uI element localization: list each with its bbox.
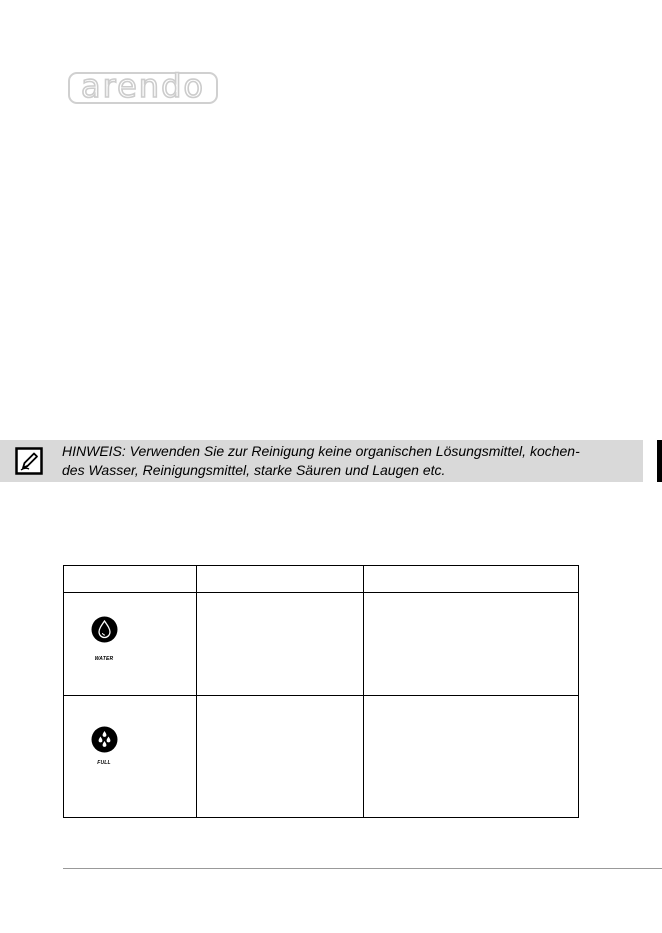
water-drop-icon: [91, 616, 118, 643]
note-text: [62, 442, 637, 480]
table-header-row: [64, 566, 579, 593]
brand-logo: [68, 67, 218, 105]
water-indicator-label: WATER: [94, 656, 114, 662]
description-cell: [197, 593, 364, 696]
full-indicator-label: FULL: [97, 760, 111, 766]
page-edge-tab: [657, 440, 662, 482]
note-text-line-2: des Wasser, Reinigungsmittel, starke Säuren und Laugen etc.: [62, 462, 446, 478]
table-header-cell: [364, 566, 579, 593]
indicator-cell: [64, 593, 197, 696]
water-indicator: [64, 616, 144, 662]
action-cell: [364, 593, 579, 696]
description-cell: [197, 696, 364, 818]
water-tank-full-icon: [91, 726, 118, 753]
table-row: [64, 593, 579, 696]
footer-divider: [63, 868, 662, 869]
table-header-cell: [197, 566, 364, 593]
note-text-line-1: HINWEIS: Verwenden Sie zur Reinigung keine organischen Lösungsmittel, kochen-: [62, 443, 580, 459]
note-pencil-icon: [15, 447, 43, 475]
table-header-cell: [64, 566, 197, 593]
action-cell: [364, 696, 579, 818]
table-row: [64, 696, 579, 818]
note-box: [0, 440, 643, 482]
indicator-cell: [64, 696, 197, 818]
indicator-table: [63, 565, 579, 818]
full-indicator: [64, 726, 144, 766]
brand-logo-text: arendo: [81, 67, 205, 105]
